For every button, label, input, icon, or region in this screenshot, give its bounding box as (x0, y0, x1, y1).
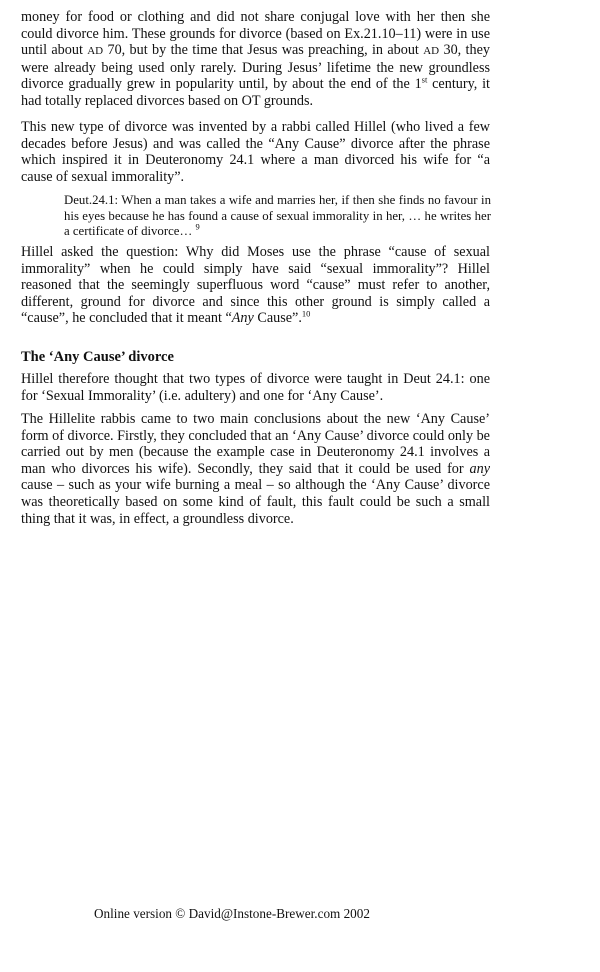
page-footer: Online version © David@Instone-Brewer.com 2002 (94, 906, 370, 921)
footnote-marker: 9 (195, 221, 200, 232)
block-quote-deut: Deut.24.1: When a man takes a wife and marries her, if then she finds no favour in his eyes because he has found a cause of sexual immorality in her, … he writes her a certificate of divorce… $^9$ (64, 193, 491, 239)
section-heading: The ‘Any Cause’ divorce (21, 349, 174, 365)
paragraph-two-types: Hillel therefore thought that two types of divorce were taught in Deut 24.1: one for ‘Sexual Immorality’ (i.e. adultery) and one for ‘Any Cause’. (21, 371, 490, 404)
paragraph-hillel-question: Hillel asked the question: Why did Moses use the phrase “cause of sexual immorality” when he could simply have said “sexual immorality”? Hillel reasoned that the seemingly superfluous word “cause” must refer to another, different, ground for divorce and since this other ground is simply called a “cause”, he concluded that it meant “Any Cause”.$^{10}$ (21, 244, 490, 327)
footnote-marker: 10 (301, 308, 311, 319)
paragraph-conclusions: The Hillelite rabbis came to two main conclusions about the new ‘Any Cause’ form of divorce. Firstly, they concluded that an ‘Any Cause’ divorce could only be carried out by men (because the example case in Deuteronomy 24.1 involves a man who divorces his wife). Secondly, they said that it could be used for any cause – such as your wife burning a meal – so although the ‘Any Cause’ divorce was theoretically based on some kind of fault, this fault could be such a small thing that it was, in effect, a groundless divorce. (21, 411, 490, 527)
paragraph-hillel-invention: This new type of divorce was invented by a rabbi called Hillel (who lived a few decades before Jesus) and was called the “Any Cause” divorce after the phrase which inspired it in Deuteronomy 24.1 where a man divorced his wife for “a cause of sexual immorality”. (21, 119, 490, 185)
paragraph-grounds: money for food or clothing and did not share conjugal love with her then she could divorce him. These grounds for divorce (based on Ex.21.10–11) were in use until about AD 70, but by the time that Jesus was preaching, in about AD 30, they were already being used only rarely. During Jesus’ lifetime the new groundless divorce gradually grew in popularity until, by about the end of the 1st century, it had totally replaced divorces based on OT grounds. (21, 9, 490, 109)
